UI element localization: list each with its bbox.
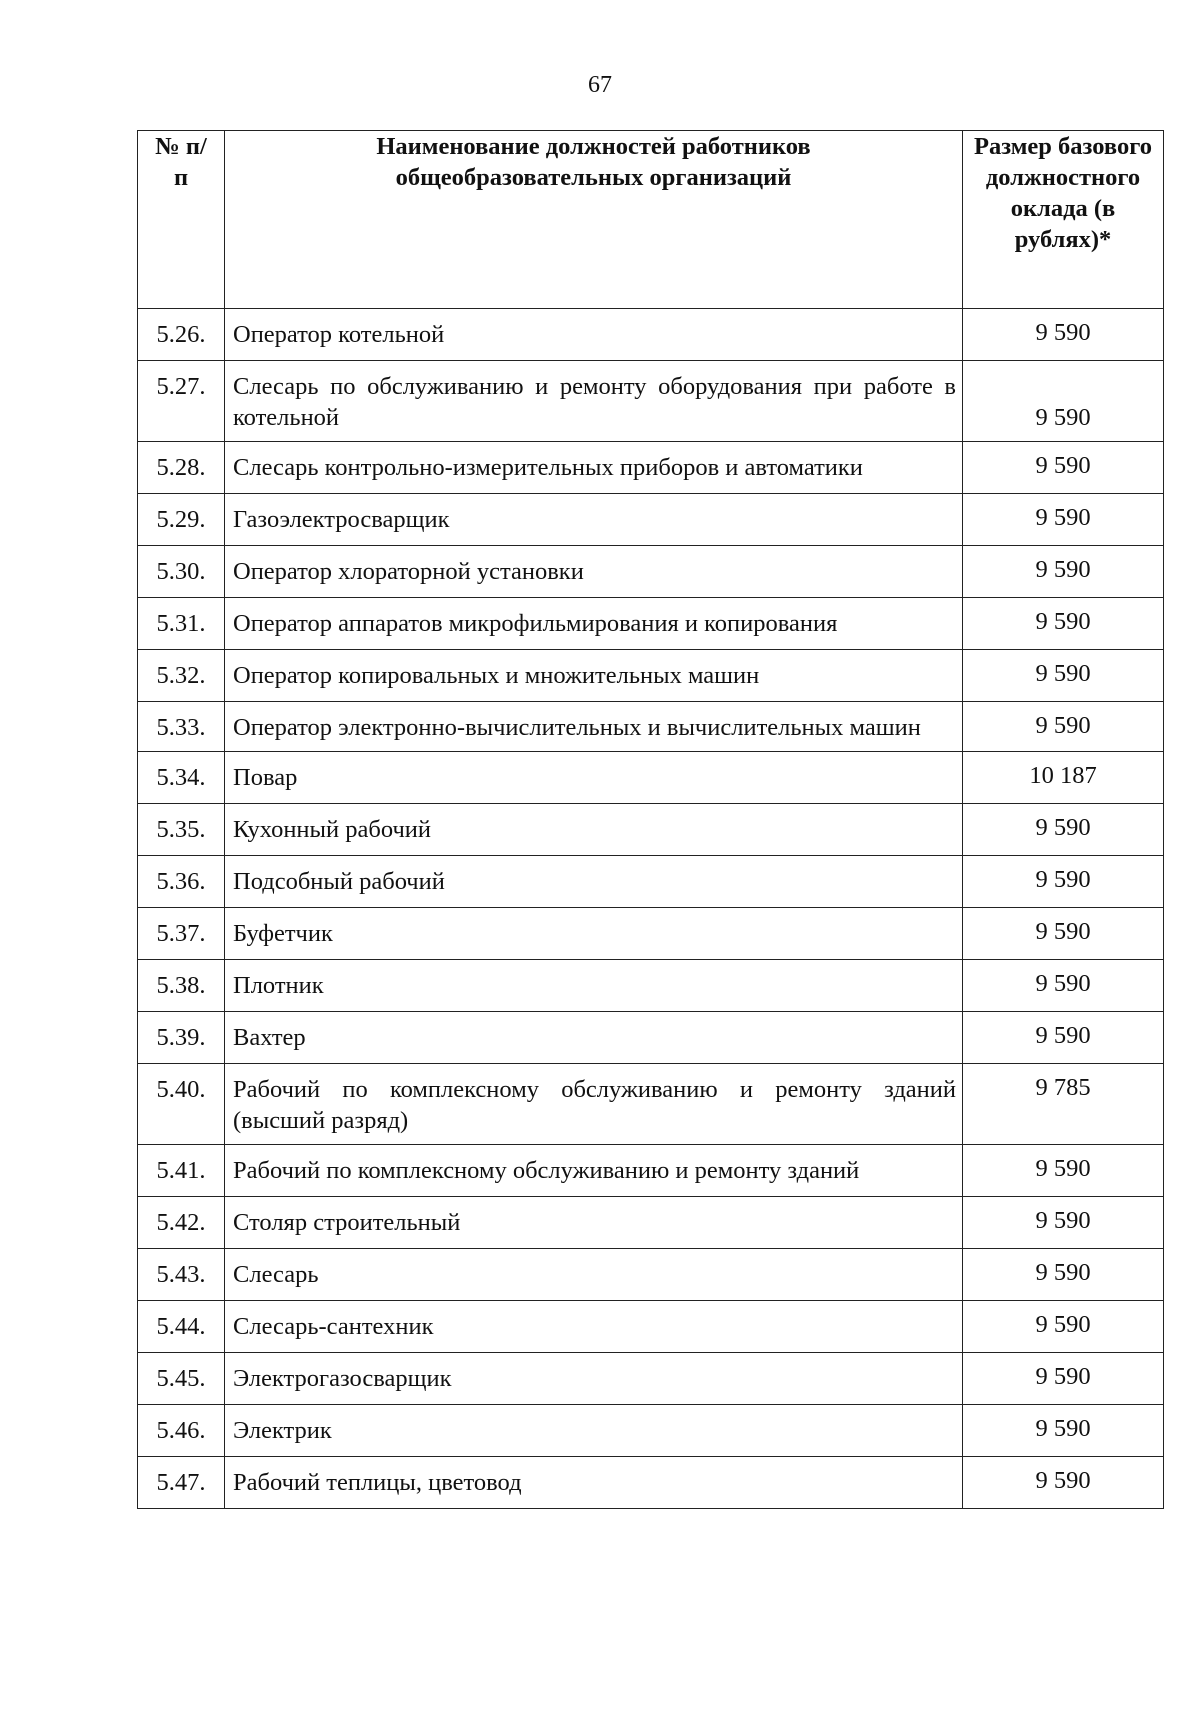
row-number: 5.27.	[138, 361, 225, 442]
header-number: № п/п	[138, 131, 225, 309]
table-row	[138, 442, 1164, 494]
table-row	[138, 1064, 1164, 1145]
header-position-name: Наименование должностей работников общеобразовательных организаций	[225, 131, 963, 309]
position-name: Оператор хлораторной установки	[225, 546, 963, 598]
table-row	[138, 1012, 1164, 1064]
position-name: Кухонный рабочий	[225, 804, 963, 856]
position-name: Рабочий теплицы, цветовод	[225, 1457, 963, 1509]
salary-amount: 9 590	[963, 1301, 1164, 1353]
salary-amount: 9 590	[963, 650, 1164, 702]
position-name: Столяр строительный	[225, 1197, 963, 1249]
table-row	[138, 702, 1164, 752]
row-number: 5.32.	[138, 650, 225, 702]
row-number: 5.40.	[138, 1064, 225, 1145]
position-name: Оператор котельной	[225, 309, 963, 361]
salary-amount: 9 590	[963, 1353, 1164, 1405]
salary-amount: 9 590	[963, 361, 1164, 442]
header-row	[138, 131, 1164, 309]
salary-amount: 9 590	[963, 598, 1164, 650]
row-number: 5.45.	[138, 1353, 225, 1405]
row-number: 5.33.	[138, 702, 225, 752]
position-name: Рабочий по комплексному обслуживанию и ремонту зданий (высший разряд)	[225, 1064, 963, 1145]
salary-amount: 9 590	[963, 1197, 1164, 1249]
position-name: Электрогазосварщик	[225, 1353, 963, 1405]
table-row	[138, 960, 1164, 1012]
table-row	[138, 1249, 1164, 1301]
row-number: 5.35.	[138, 804, 225, 856]
row-number: 5.47.	[138, 1457, 225, 1509]
row-number: 5.42.	[138, 1197, 225, 1249]
salary-amount: 9 785	[963, 1064, 1164, 1145]
salary-amount: 9 590	[963, 1457, 1164, 1509]
position-name: Плотник	[225, 960, 963, 1012]
table-row	[138, 309, 1164, 361]
salary-amount: 9 590	[963, 960, 1164, 1012]
salary-amount: 9 590	[963, 494, 1164, 546]
row-number: 5.43.	[138, 1249, 225, 1301]
table-row	[138, 752, 1164, 804]
row-number: 5.39.	[138, 1012, 225, 1064]
salary-amount: 9 590	[963, 1249, 1164, 1301]
table-row	[138, 650, 1164, 702]
header-salary-amount: Размер базового должностного оклада (в рублях)*	[963, 131, 1164, 309]
table-row	[138, 1301, 1164, 1353]
row-number: 5.36.	[138, 856, 225, 908]
salary-amount: 9 590	[963, 442, 1164, 494]
table-row	[138, 598, 1164, 650]
salary-amount: 9 590	[963, 309, 1164, 361]
table-row	[138, 1405, 1164, 1457]
position-name: Слесарь-сантехник	[225, 1301, 963, 1353]
table-body	[138, 309, 1164, 1509]
position-name: Оператор электронно-вычислительных и вычислительных машин	[225, 702, 963, 752]
salary-amount: 9 590	[963, 908, 1164, 960]
row-number: 5.26.	[138, 309, 225, 361]
table-row	[138, 1457, 1164, 1509]
table-row	[138, 1145, 1164, 1197]
position-name: Электрик	[225, 1405, 963, 1457]
page-number: 67	[588, 72, 612, 98]
position-name: Оператор копировальных и множительных машин	[225, 650, 963, 702]
table-row	[138, 1353, 1164, 1405]
table-row	[138, 856, 1164, 908]
position-name: Газоэлектросварщик	[225, 494, 963, 546]
salary-amount: 9 590	[963, 546, 1164, 598]
table-row	[138, 908, 1164, 960]
row-number: 5.29.	[138, 494, 225, 546]
table-row	[138, 804, 1164, 856]
position-name: Буфетчик	[225, 908, 963, 960]
position-name: Слесарь	[225, 1249, 963, 1301]
row-number: 5.34.	[138, 752, 225, 804]
row-number: 5.28.	[138, 442, 225, 494]
salary-amount: 9 590	[963, 1012, 1164, 1064]
position-name: Вахтер	[225, 1012, 963, 1064]
position-name: Повар	[225, 752, 963, 804]
salary-amount: 9 590	[963, 1145, 1164, 1197]
salary-amount: 10 187	[963, 752, 1164, 804]
salary-amount: 9 590	[963, 804, 1164, 856]
position-name: Оператор аппаратов микрофильмирования и копирования	[225, 598, 963, 650]
position-name: Слесарь контрольно-измерительных приборов и автоматики	[225, 442, 963, 494]
row-number: 5.37.	[138, 908, 225, 960]
table-row	[138, 1197, 1164, 1249]
salary-amount: 9 590	[963, 702, 1164, 752]
row-number: 5.44.	[138, 1301, 225, 1353]
row-number: 5.41.	[138, 1145, 225, 1197]
salary-amount: 9 590	[963, 1405, 1164, 1457]
row-number: 5.38.	[138, 960, 225, 1012]
row-number: 5.46.	[138, 1405, 225, 1457]
table-header	[138, 131, 1164, 309]
table-row	[138, 494, 1164, 546]
position-name: Рабочий по комплексному обслуживанию и ремонту зданий	[225, 1145, 963, 1197]
position-name: Подсобный рабочий	[225, 856, 963, 908]
row-number: 5.30.	[138, 546, 225, 598]
row-number: 5.31.	[138, 598, 225, 650]
table-row	[138, 546, 1164, 598]
salary-amount: 9 590	[963, 856, 1164, 908]
salary-table	[137, 130, 1164, 1509]
table-row	[138, 361, 1164, 442]
position-name: Слесарь по обслуживанию и ремонту оборудования при работе в котельной	[225, 361, 963, 442]
